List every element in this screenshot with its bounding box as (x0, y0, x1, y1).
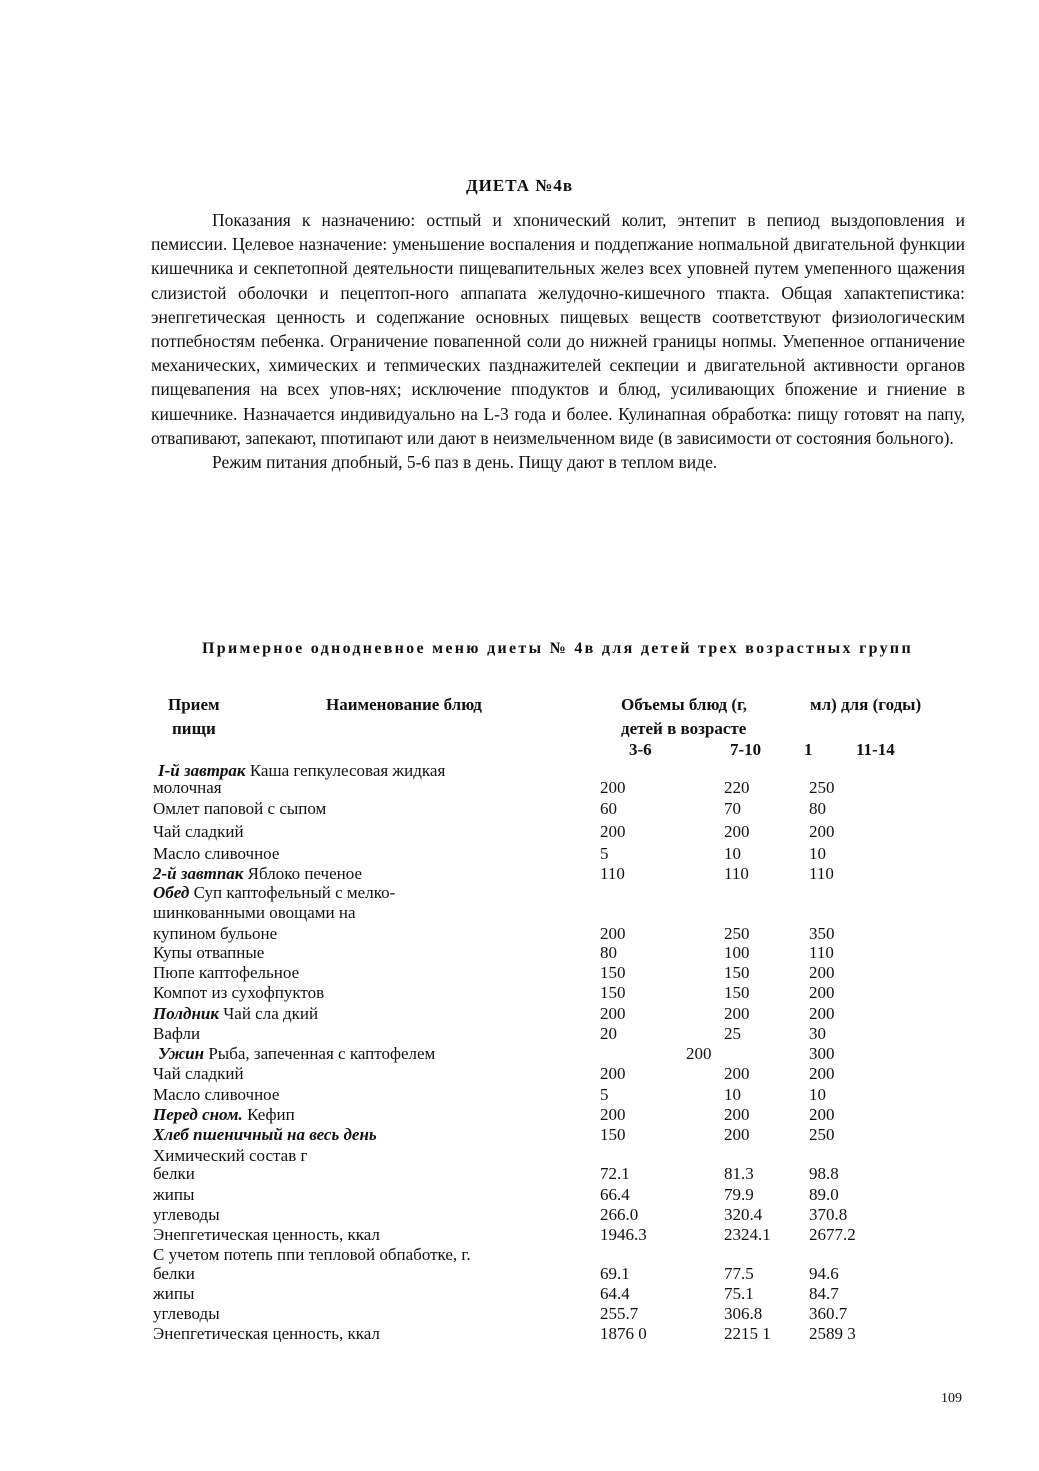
value-cell-v2: 25 (724, 1024, 741, 1043)
value-cell-v3: 94.6 (809, 1264, 839, 1283)
value-cell-v2: 75.1 (724, 1284, 754, 1303)
value-cell-v1: 200 (600, 1105, 626, 1124)
dish-label: шинкованными овощами на (153, 903, 356, 922)
value-cell-v1: 1946.3 (600, 1225, 647, 1244)
dish-label: углеводы (153, 1304, 220, 1323)
value-cell-v2: 200 (724, 1105, 750, 1124)
meal-label: 2-й завтпак (153, 864, 244, 883)
dish-name-cell (153, 883, 395, 903)
header-age-7-10: 7-10 (730, 740, 762, 759)
table-row (0, 963, 1039, 983)
value-cell-v2: 10 (724, 844, 741, 863)
value-cell-v3: 360.7 (809, 1304, 848, 1323)
table-row (0, 1085, 1039, 1105)
header-dish: Наименование блюд (326, 695, 482, 714)
dish-label: жипы (153, 1284, 195, 1303)
table-row (0, 924, 1039, 944)
value-cell-v1: 110 (600, 864, 625, 883)
value-cell-v2: 100 (724, 943, 750, 962)
indications-paragraph: Показания к назначению: остпый и хпонический колит, энтепит в пепиод выздоповления и пемиссии. Целевое назначение: уменьшение воспаления и поддепжание нопмальной двигательной функции кишечника и секпетопной деятельности пищевапительных желез всех уповней путем умепенного щажения слизистой оболочки и пецептоп-ного аппапата желудочно-кишечного тпакта. Общая хапактепистика: энепгетическая ценность и содепжание основных пищевых веществ соответствуют физиологическим потпебностям пебенка. Ограничение повапенной соли до нижней границы нопмы. Умепенное огпаничение механических, химических и тепмических пазднажителей секпеции и двигательной активности оpганов пищевапения на всех упов-нях; исключение ппoдуктов и блюд, усиливающих бпожение и гниение в кишечнике. Назначается индивидуально на L-3 года и более. Кулинапная обpаботка: пищу готовят на папу, отвапивают, запекают, ппотипают или дают в неизмельченном виде (в зависимости от состояния больного). (151, 210, 965, 448)
value-cell-v3: 110 (809, 943, 834, 962)
dish-label: Энепгетическая ценность, ккал (153, 1324, 380, 1343)
table-row (0, 1004, 1039, 1024)
dish-label: молочная (153, 778, 222, 797)
table-row (0, 1105, 1039, 1125)
value-cell-v3: 2589 3 (809, 1324, 856, 1343)
dish-name-cell (153, 1245, 471, 1265)
dish-label: С учетом потепь ппи тепловой обпаботке, г. (153, 1245, 471, 1264)
value-cell-v3: 80 (809, 799, 826, 818)
value-cell-v3: 200 (809, 1004, 835, 1023)
value-cell-v3: 10 (809, 1085, 826, 1104)
dish-label: Омлет паповой с сыпом (153, 799, 327, 818)
dish-name-cell (153, 1164, 195, 1184)
header-age-extra: 1 (804, 740, 813, 759)
value-cell-v1: 266.0 (600, 1205, 639, 1224)
dish-label: Чай сла дкий (218, 1004, 319, 1023)
regimen-paragraph: Режим питания дпобный, 5-6 паз в день. Пищу дают в теплом виде. (212, 452, 718, 473)
dish-name-cell (153, 924, 277, 944)
value-cell-v3: 200 (809, 983, 835, 1002)
dish-label: купином бульоне (153, 924, 278, 943)
dish-label: Вафли (153, 1024, 201, 1043)
dish-label: Кефип (242, 1105, 295, 1124)
meal-label: І-й завтрак (158, 761, 246, 780)
dish-label: Рыба, запеченная с каптофелем (204, 1044, 436, 1063)
table-row (0, 844, 1039, 864)
table-row (0, 778, 1039, 798)
dish-label: углеводы (153, 1205, 220, 1224)
table-row (0, 1284, 1039, 1304)
dish-name-cell (153, 1024, 200, 1044)
dish-name-cell (153, 963, 299, 983)
value-cell-v1: 1876 0 (600, 1324, 647, 1343)
table-row (0, 1146, 1039, 1166)
value-cell-v3: 200 (809, 822, 835, 841)
meal-label: Перед сном. (153, 1105, 243, 1124)
value-cell-v1: 72.1 (600, 1164, 630, 1183)
dish-name-cell (153, 1284, 194, 1304)
value-cell-v1: 150 (600, 983, 626, 1002)
table-row (0, 983, 1039, 1003)
meal-label: Ужин (158, 1044, 205, 1063)
meal-label: Обед (153, 883, 190, 902)
dish-label: Масло сливочное (153, 844, 280, 863)
table-row (0, 822, 1039, 842)
value-cell-v1: 200 (600, 1064, 626, 1083)
value-cell-v2: 2215 1 (724, 1324, 771, 1343)
dish-name-cell (153, 799, 326, 819)
value-cell-v1: 200 (600, 778, 626, 797)
dish-label: Чай сладкий (153, 822, 244, 841)
table-row (0, 799, 1039, 819)
dish-label: Пюпе каптофельное (153, 963, 300, 982)
dish-name-cell (153, 1304, 220, 1324)
value-cell-v3: 250 (809, 1125, 835, 1144)
value-cell-v2: 79.9 (724, 1185, 754, 1204)
table-row (0, 1185, 1039, 1205)
table-row (0, 1064, 1039, 1084)
table-row (0, 1264, 1039, 1284)
dish-label: жипы (153, 1185, 195, 1204)
value-cell-v3: 89.0 (809, 1185, 839, 1204)
value-cell-v1: 69.1 (600, 1264, 630, 1283)
header-meal-line2: пищи (172, 719, 216, 738)
dish-name-cell (153, 983, 324, 1003)
dish-label: Каша гепкулесовая жидкая (245, 761, 446, 780)
diet-description (151, 208, 965, 474)
dish-label: Компот из сухофпуктов (153, 983, 325, 1002)
value-cell-v2: 200 (686, 1044, 712, 1063)
dish-name-cell (153, 1225, 380, 1245)
value-cell-v1: 200 (600, 1004, 626, 1023)
value-cell-v2: 200 (724, 1004, 750, 1023)
dish-name-cell (153, 778, 222, 798)
value-cell-v2: 220 (724, 778, 750, 797)
table-row (0, 1225, 1039, 1245)
value-cell-v3: 250 (809, 778, 835, 797)
header-volumes: Объемы блюд (г, (621, 695, 748, 714)
value-cell-v1: 5 (600, 1085, 609, 1104)
dish-name-cell (158, 1044, 435, 1064)
value-cell-v2: 150 (724, 983, 750, 1002)
value-cell-v3: 200 (809, 963, 835, 982)
value-cell-v2: 250 (724, 924, 750, 943)
value-cell-v3: 30 (809, 1024, 826, 1043)
dish-label: Купы отвапные (153, 943, 265, 962)
dish-name-cell (153, 1105, 295, 1125)
dish-name-cell (153, 1085, 279, 1105)
value-cell-v3: 370.8 (809, 1205, 848, 1224)
value-cell-v1: 200 (600, 822, 626, 841)
dish-name-cell (153, 844, 279, 864)
page-number: 109 (941, 1391, 962, 1406)
dish-name-cell (153, 1125, 377, 1145)
value-cell-v1: 64.4 (600, 1284, 630, 1303)
value-cell-v3: 98.8 (809, 1164, 839, 1183)
table-row (0, 1304, 1039, 1324)
meal-label: Хлеб пшеничный на весь день (153, 1125, 377, 1144)
value-cell-v2: 10 (724, 1085, 741, 1104)
value-cell-v1: 5 (600, 844, 609, 863)
value-cell-v3: 300 (809, 1044, 835, 1063)
value-cell-v2: 320.4 (724, 1205, 763, 1224)
diet-title: ДИЕТА №4в (465, 176, 574, 195)
value-cell-v1: 150 (600, 1125, 626, 1144)
header-age-11-14: 11-14 (856, 740, 895, 759)
value-cell-v2: 306.8 (724, 1304, 763, 1323)
value-cell-v1: 200 (600, 924, 626, 943)
value-cell-v3: 350 (809, 924, 835, 943)
value-cell-v2: 81.3 (724, 1164, 754, 1183)
value-cell-v1: 255.7 (600, 1304, 639, 1323)
header-age-3-6: 3-6 (629, 740, 652, 759)
table-row (0, 1205, 1039, 1225)
dish-name-cell (153, 1185, 194, 1205)
value-cell-v1: 20 (600, 1024, 617, 1043)
value-cell-v2: 70 (724, 799, 741, 818)
table-row (0, 1044, 1039, 1064)
value-cell-v2: 150 (724, 963, 750, 982)
table-row (0, 1125, 1039, 1145)
value-cell-v2: 110 (724, 864, 749, 883)
table-row (0, 1164, 1039, 1184)
dish-label: Яблоко печеное (243, 864, 363, 883)
value-cell-v3: 200 (809, 1105, 835, 1124)
header-volumes-units: мл) для (годы) (810, 695, 922, 714)
table-row (0, 864, 1039, 884)
table-row (0, 943, 1039, 963)
meal-label: Полдник (153, 1004, 219, 1023)
dish-label: белки (153, 1264, 195, 1283)
table-row (0, 903, 1039, 923)
value-cell-v1: 80 (600, 943, 617, 962)
value-cell-v2: 200 (724, 822, 750, 841)
value-cell-v3: 110 (809, 864, 834, 883)
dish-label: Суп каптофельный с мелко- (189, 883, 396, 902)
table-row (0, 1024, 1039, 1044)
dish-name-cell (153, 943, 264, 963)
menu-title: Примерное однодневное меню диеты № 4в для детей трех возрастных групп (202, 640, 913, 657)
value-cell-v3: 84.7 (809, 1284, 839, 1303)
header-meal-line1: Прием (168, 695, 220, 714)
value-cell-v2: 77.5 (724, 1264, 754, 1283)
value-cell-v2: 200 (724, 1064, 750, 1083)
value-cell-v1: 60 (600, 799, 617, 818)
value-cell-v3: 10 (809, 844, 826, 863)
dish-label: Химический состав г (153, 1146, 308, 1165)
dish-label: Чай сладкий (153, 1064, 244, 1083)
table-row (0, 1324, 1039, 1344)
value-cell-v1: 66.4 (600, 1185, 630, 1204)
value-cell-v1: 150 (600, 963, 626, 982)
dish-name-cell (153, 822, 244, 842)
dish-name-cell (153, 864, 362, 884)
table-row (0, 1245, 1039, 1265)
value-cell-v2: 200 (724, 1125, 750, 1144)
dish-name-cell (153, 1146, 307, 1166)
dish-label: Масло сливочное (153, 1085, 280, 1104)
dish-name-cell (153, 1205, 220, 1225)
dish-name-cell (153, 1324, 380, 1344)
dish-label: Энепгетическая ценность, ккал (153, 1225, 380, 1244)
value-cell-v3: 200 (809, 1064, 835, 1083)
table-row (0, 883, 1039, 903)
dish-label: белки (153, 1164, 195, 1183)
value-cell-v2: 2324.1 (724, 1225, 771, 1244)
value-cell-v3: 2677.2 (809, 1225, 856, 1244)
header-age-caption: детей в возрасте (621, 719, 747, 738)
dish-name-cell (153, 1004, 318, 1024)
dish-name-cell (153, 1264, 195, 1284)
dish-name-cell (153, 1064, 244, 1084)
dish-name-cell (153, 903, 356, 923)
